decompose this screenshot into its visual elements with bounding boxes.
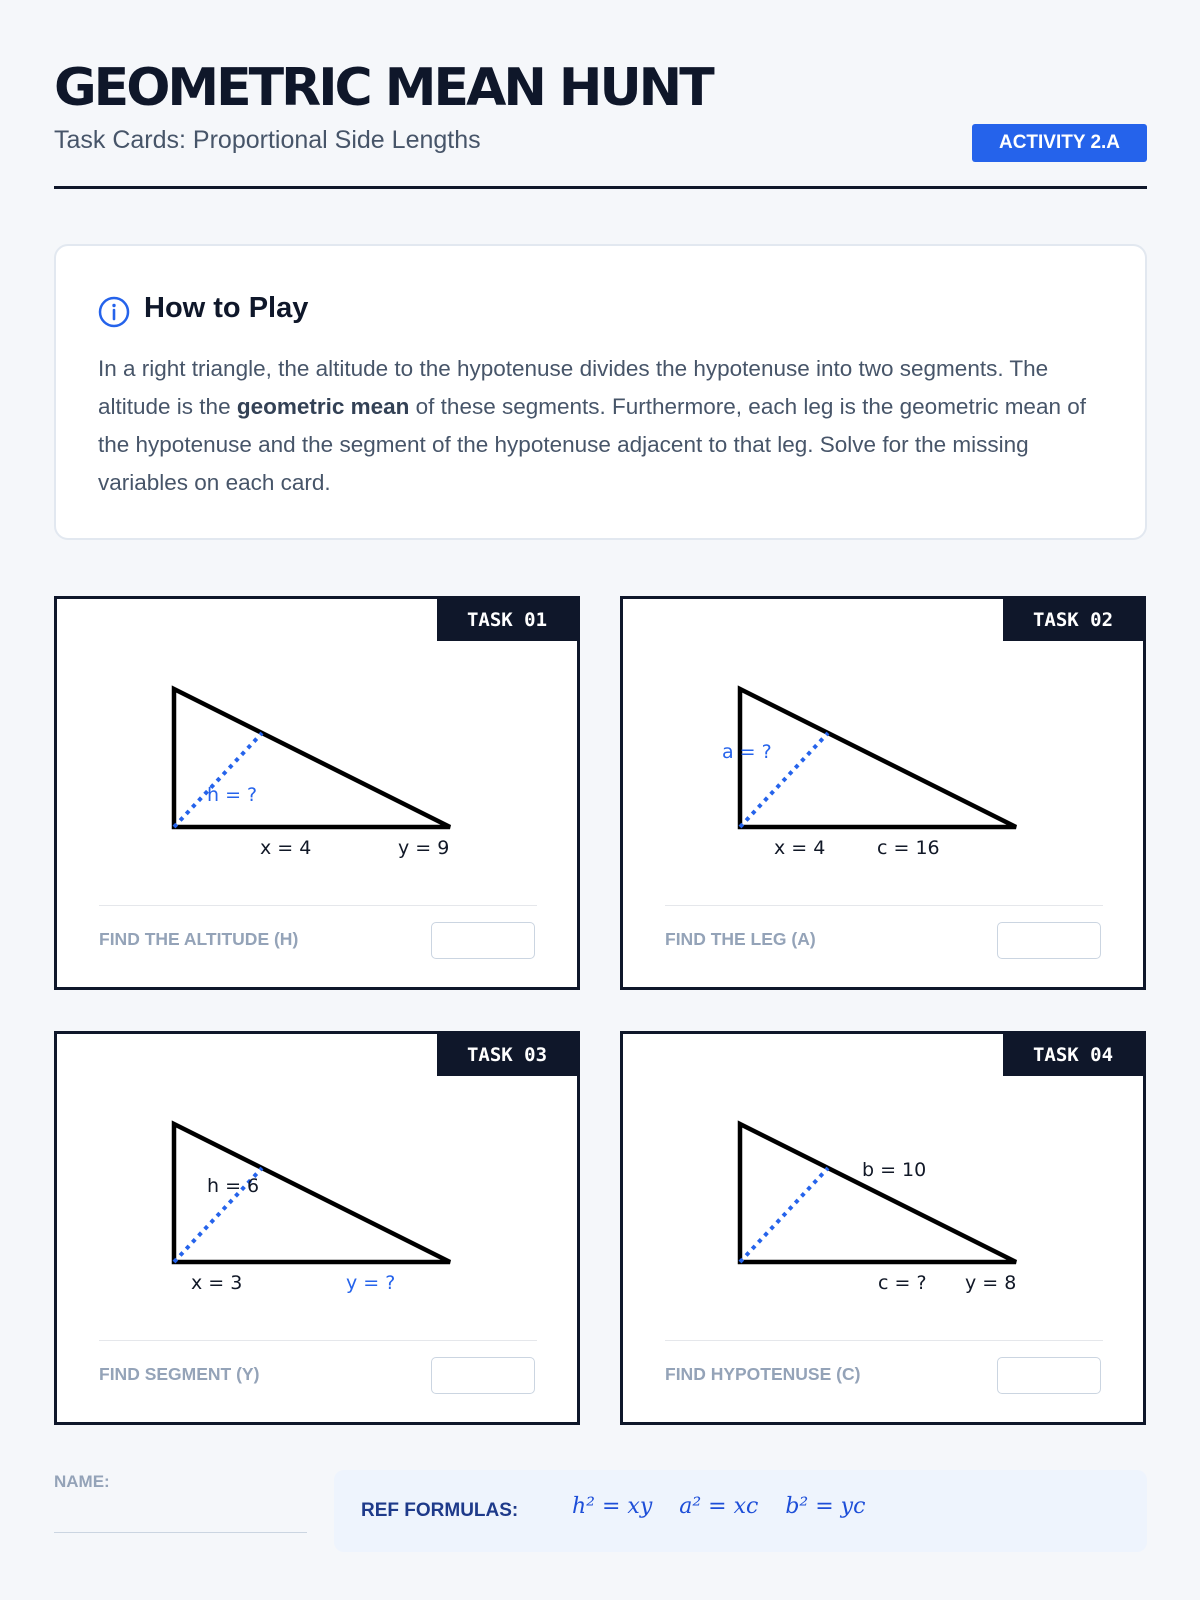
task-label: TASK 01 — [437, 599, 577, 641]
leg-label: a = ? — [722, 741, 772, 763]
triangle-diagram — [623, 1079, 1143, 1339]
page-subtitle: Task Cards: Proportional Side Lengths — [54, 126, 481, 154]
answer-input[interactable] — [997, 922, 1101, 959]
answer-input[interactable] — [431, 1357, 535, 1394]
segment-x-label: x = 4 — [260, 837, 312, 859]
reference-formulas-panel — [334, 1470, 1147, 1552]
worksheet-page — [54, 0, 1147, 1600]
task-card-04 — [620, 1031, 1146, 1425]
name-line[interactable] — [54, 1532, 307, 1533]
segment-y-label: y = 9 — [398, 837, 450, 859]
right-triangle — [174, 689, 450, 827]
header-divider — [54, 186, 1147, 189]
task-prompt: FIND THE LEG (A) — [665, 929, 816, 949]
segment-x-label: x = 3 — [191, 1272, 243, 1294]
right-triangle — [740, 689, 1016, 827]
reference-formulas-label: REF FORMULAS: — [361, 1500, 519, 1521]
hypotenuse-label: c = 16 — [877, 837, 940, 859]
hypotenuse-label: c = ? — [878, 1272, 927, 1294]
altitude-label: h = 6 — [207, 1175, 260, 1197]
answer-input[interactable] — [997, 1357, 1101, 1394]
segment-y-label: y = 8 — [965, 1272, 1017, 1294]
task-label: TASK 02 — [1003, 599, 1143, 641]
segment-x-label: x = 4 — [774, 837, 826, 859]
task-prompt: FIND SEGMENT (Y) — [99, 1364, 260, 1384]
how-to-play-text — [98, 350, 1103, 502]
task-label: TASK 03 — [437, 1034, 577, 1076]
how-to-play-text-start: In a right triangle, the altitude to the hypotenuse divides the hypotenuse into two segments. The altitude is the — [98, 356, 1049, 419]
altitude-label: h = ? — [207, 784, 258, 806]
task-label: TASK 04 — [1003, 1034, 1143, 1076]
page-title: GEOMETRIC MEAN HUNT — [54, 58, 712, 118]
triangle-diagram — [57, 644, 577, 904]
card-divider — [99, 905, 537, 906]
altitude-line — [740, 1168, 828, 1262]
segment-y-label: y = ? — [346, 1272, 396, 1294]
task-card-01 — [54, 596, 580, 990]
answer-input[interactable] — [431, 922, 535, 959]
how-to-play-panel — [54, 244, 1147, 540]
task-prompt: FIND HYPOTENUSE (C) — [665, 1364, 861, 1384]
how-to-play-text-emphasis: geometric mean — [236, 394, 410, 419]
triangle-diagram — [57, 1079, 577, 1339]
how-to-play-title: How to Play — [144, 292, 309, 324]
leg-b-label: b = 10 — [862, 1159, 927, 1181]
info-icon — [98, 296, 130, 328]
right-triangle — [740, 1124, 1016, 1262]
card-divider — [665, 905, 1103, 906]
task-card-02 — [620, 596, 1146, 990]
task-prompt: FIND THE ALTITUDE (H) — [99, 929, 299, 949]
card-divider — [665, 1340, 1103, 1341]
name-label: NAME: — [54, 1472, 110, 1491]
formula-altitude: h² = xy — [572, 1494, 653, 1519]
card-divider — [99, 1340, 537, 1341]
formula-list — [572, 1494, 865, 1519]
how-to-play-text-end: of these segments. Furthermore, each leg is the geometric mean of the hypotenuse and the segment of the hypotenuse adjacent to that leg. Solve for the missing variables on each card. — [98, 394, 1086, 495]
triangle-diagram — [623, 644, 1143, 904]
task-card-03 — [54, 1031, 580, 1425]
formula-leg-a: a² = xc — [679, 1494, 759, 1519]
altitude-line — [174, 733, 262, 827]
formula-leg-b: b² = yc — [785, 1494, 866, 1519]
activity-badge: ACTIVITY 2.A — [972, 124, 1147, 162]
